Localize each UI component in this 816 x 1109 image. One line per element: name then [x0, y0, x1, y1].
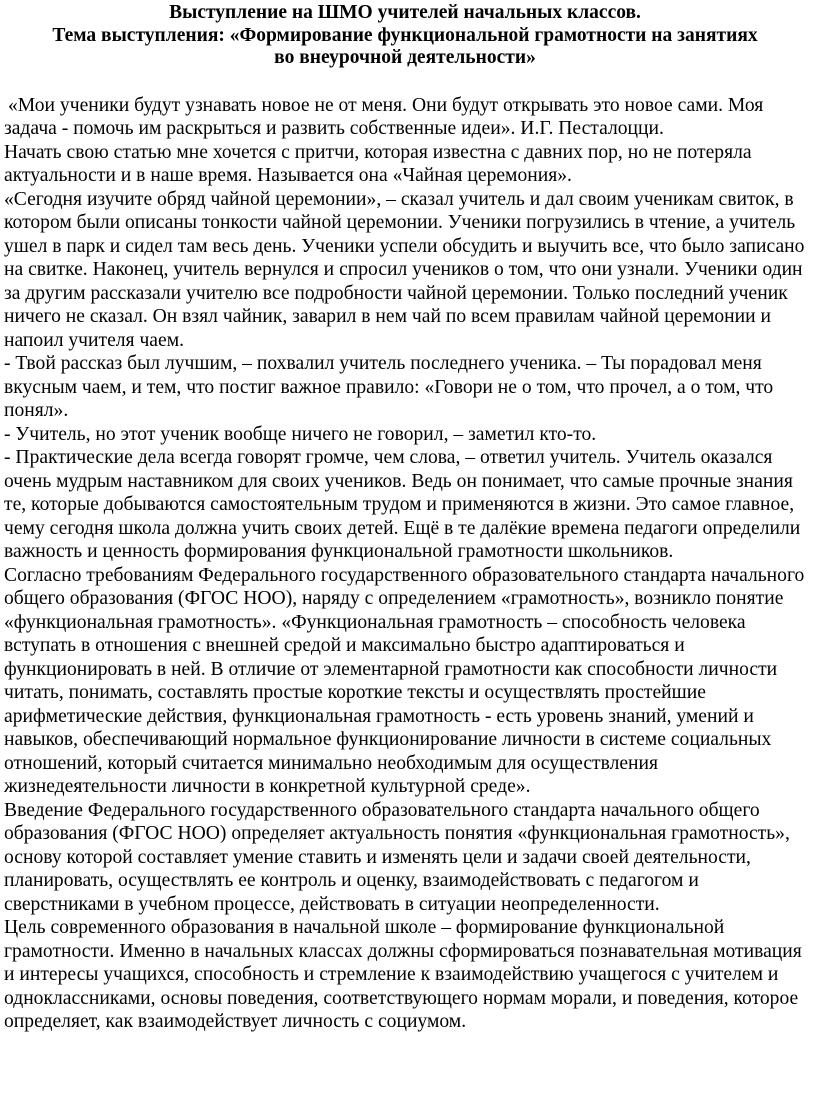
title-line-2: Тема выступления: «Формирование функциональной грамотности на занятиях	[52, 24, 758, 46]
document-body	[4, 94, 806, 1034]
paragraph-goal: Цель современного образования в начальной школе – формирование функциональной грамотности. Именно в начальных классах должны сформироваться познавательная мотивация и интересы учащихся, способность и стремление к взаимодействию учащегося с учителем и одноклассниками, основы поведения, соответствующего нормам морали, и поведения, которое определяет, как взаимодействует личность с социумом.	[4, 917, 802, 1032]
paragraph-fgos-introduction: Введение Федерального государственного образовательного стандарта начального общего образования (ФГОС НОО) определяет актуальность понятия «функциональная грамотность», основу которой составляет умение ставить и изменять цели и задачи своей деятельности, планировать, осуществлять ее контроль и оценку, взаимодействовать с педагогом и сверстниками в учебном процессе, действовать в ситуации неопределенности.	[4, 799, 790, 915]
paragraph-intro: Начать свою статью мне хочется с притчи, которая известна с давних пор, но не потеряла актуальности и в наше время. Называется она «Чайная церемония».	[4, 141, 752, 186]
paragraph-epigraph	[4, 94, 806, 141]
title-line-3: во внеурочной деятельности»	[274, 47, 536, 68]
paragraph-parable: «Сегодня изучите обряд чайной церемонии», – сказал учитель и дал своим ученикам свиток, в котором были описаны тонкости чайной церемонии. Ученики погрузились в чтение, а учитель ушел в парк и сидел там весь день. Ученики успели обсудить и выучить все, что было записано на свитке. Наконец, учитель вернулся и спросил учеников о том, что они узнали. Ученики один за другим рассказали учителю все подробности чайной церемонии. Только последний ученик ничего не сказал. Он взял чайник, заварил в нем чай по всем правилам чайной церемонии и напоил учителя чаем.	[4, 188, 805, 351]
paragraph-dialog-3: - Практические дела всегда говорят громче, чем слова, – ответил учитель. Учитель оказался очень мудрым наставником для своих учеников. Ведь он понимает, что самые прочные знания те, которые добываются самостоятельным трудом и применяются в жизни. Это самое главное, чему сегодня школа должна учить своих детей. Ещё в те далёкие времена педагоги определили важность и ценность формирования функциональной грамотности школьников.	[4, 447, 801, 562]
document-title	[4, 2, 806, 70]
paragraph-epigraph-text: «Мои ученики будут узнавать новое не от меня. Они будут открывать это новое сами. Моя задача - помочь им раскрыться и развить собственные идеи». И.Г. Песталоцци.	[4, 94, 764, 139]
title-line-1: Выступление на ШМО учителей начальных классов.	[169, 2, 641, 23]
paragraph-fgos-definition: Согласно требованиям Федерального государственного образовательного стандарта начального общего образования (ФГОС НОО), наряду с определением «грамотность», возникло понятие «функциональная грамотность». «Функциональная грамотность – способность человека вступать в отношения с внешней средой и максимально быстро адаптироваться и функционировать в ней. В отличие от элементарной грамотности как способности личности читать, понимать, составлять простые короткие тексты и осуществлять простейшие арифметические действия, функциональная грамотность - есть уровень знаний, умений и навыков, обеспечивающий нормальное функционирование личности в системе социальных отношений, который считается минимально необходимым для осуществления жизнедеятельности личности в конкретной культурной среде».	[4, 564, 805, 797]
paragraph-dialog-1: - Твой рассказ был лучшим, – похвалил учитель последнего ученика. – Ты порадовал меня вкусным чаем, и тем, что постиг важное правило: «Говори не о том, что прочел, а о том, что понял».	[4, 353, 774, 421]
paragraph-dialog-2: - Учитель, но этот ученик вообще ничего не говорил, – заметил кто-то.	[4, 423, 597, 445]
title-spacer	[4, 70, 806, 94]
